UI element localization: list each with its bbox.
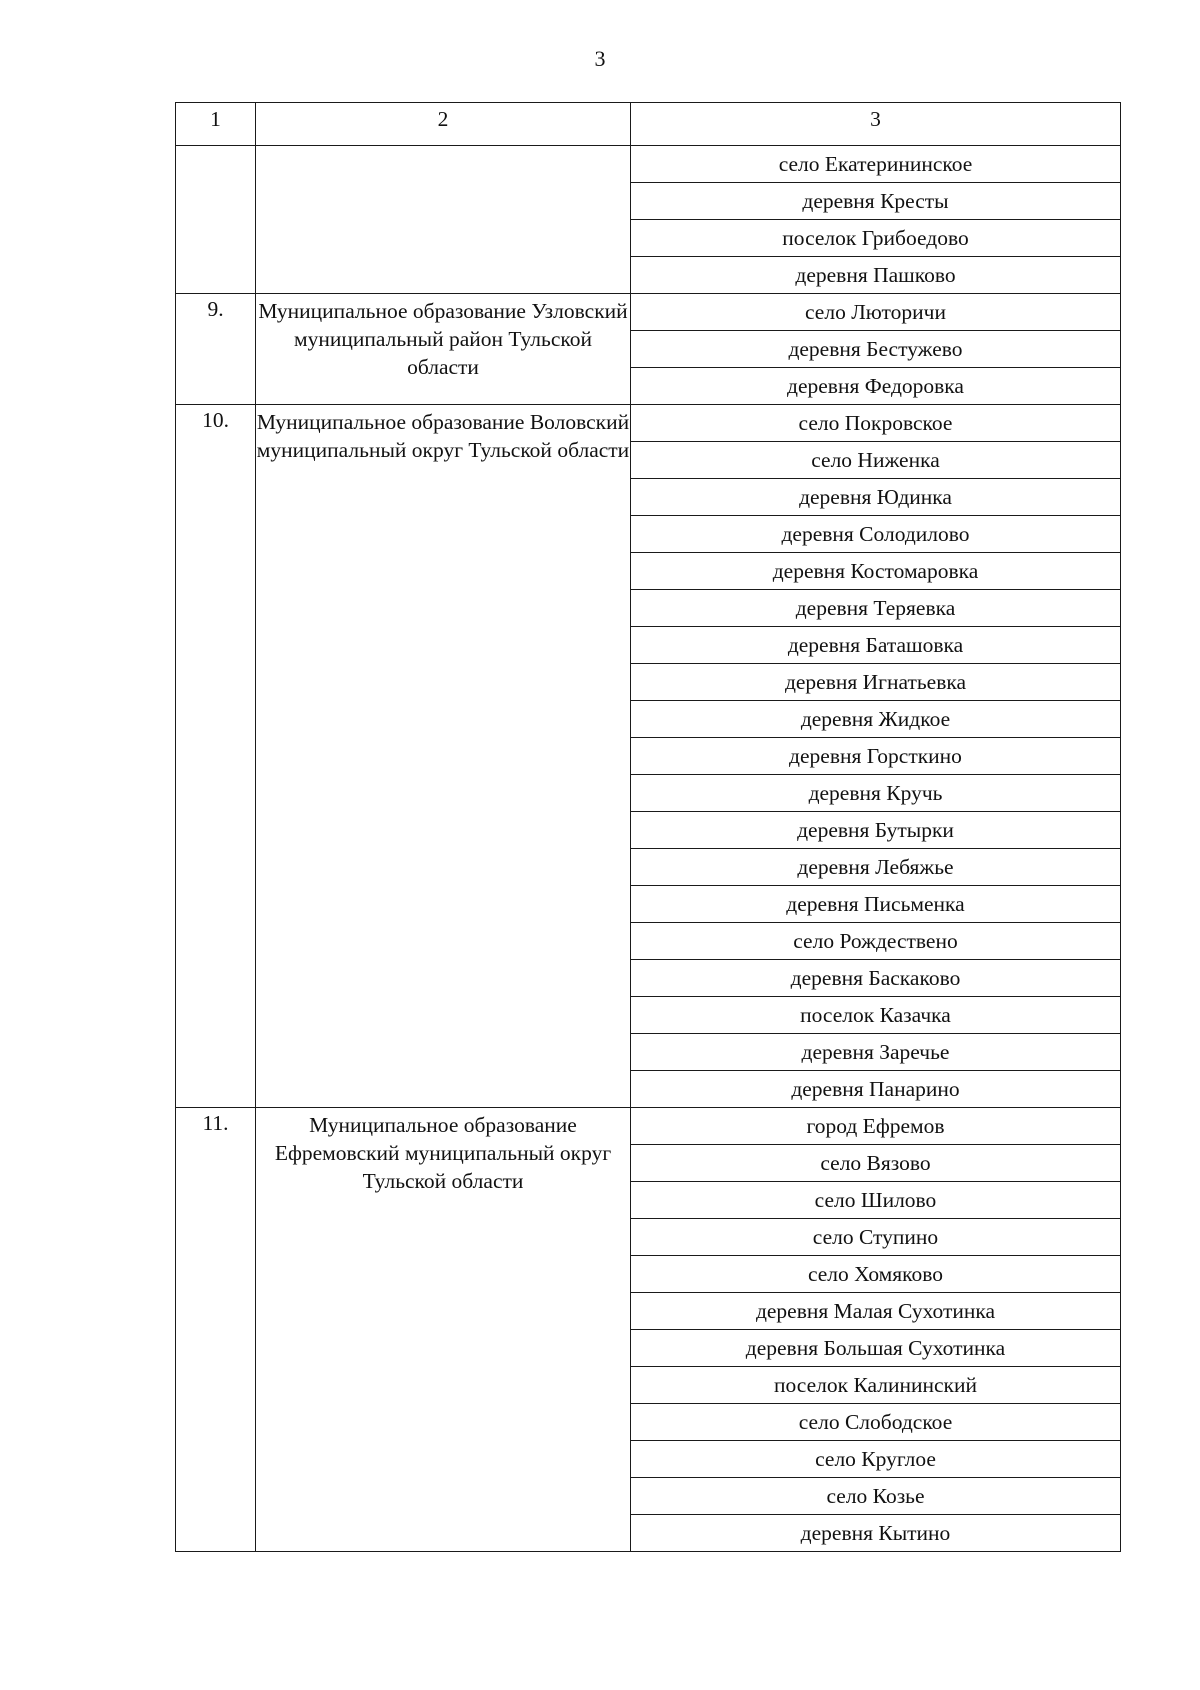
settlement-cell: деревня Письменка xyxy=(631,886,1121,923)
row-2-number: 11. xyxy=(176,1108,256,1552)
settlement-cell: село Шилово xyxy=(631,1182,1121,1219)
settlement-cell: село Екатерининское xyxy=(631,146,1121,183)
settlement-cell: деревня Игнатьевка xyxy=(631,664,1121,701)
settlement-cell: деревня Теряевка xyxy=(631,590,1121,627)
row-2-municipality: Муниципальное образование Ефремовский муниципальный округ Тульской области xyxy=(256,1108,631,1552)
settlement-cell: деревня Солодилово xyxy=(631,516,1121,553)
settlement-cell: деревня Баскаково xyxy=(631,960,1121,997)
settlement-cell: поселок Калининский xyxy=(631,1367,1121,1404)
header-col-1: 1 xyxy=(176,103,256,146)
settlement-cell: деревня Кручь xyxy=(631,775,1121,812)
settlement-cell: деревня Большая Сухотинка xyxy=(631,1330,1121,1367)
settlement-cell: город Ефремов xyxy=(631,1108,1121,1145)
table-row xyxy=(176,294,1121,331)
settlement-cell: деревня Жидкое xyxy=(631,701,1121,738)
settlements-table xyxy=(175,102,1121,1552)
settlement-cell: деревня Малая Сухотинка xyxy=(631,1293,1121,1330)
table-row xyxy=(176,146,1121,183)
settlement-cell: деревня Кресты xyxy=(631,183,1121,220)
settlement-cell: деревня Костомаровка xyxy=(631,553,1121,590)
settlement-cell: село Покровское xyxy=(631,405,1121,442)
settlement-cell: село Рождествено xyxy=(631,923,1121,960)
settlement-cell: деревня Кытино xyxy=(631,1515,1121,1552)
row-0-municipality: Муниципальное образование Узловский муниципальный район Тульской области xyxy=(256,294,631,405)
table-header-row xyxy=(176,103,1121,146)
settlement-cell: деревня Баташовка xyxy=(631,627,1121,664)
settlement-cell: село Ступино xyxy=(631,1219,1121,1256)
settlement-cell: деревня Лебяжье xyxy=(631,849,1121,886)
settlement-cell: село Козье xyxy=(631,1478,1121,1515)
row-0-number: 9. xyxy=(176,294,256,405)
header-col-2: 2 xyxy=(256,103,631,146)
table-row xyxy=(176,1108,1121,1145)
settlement-cell: село Хомяково xyxy=(631,1256,1121,1293)
header-col-3: 3 xyxy=(631,103,1121,146)
row-1-number: 10. xyxy=(176,405,256,1108)
settlement-cell: деревня Пашково xyxy=(631,257,1121,294)
settlement-cell: деревня Горсткино xyxy=(631,738,1121,775)
settlement-cell: деревня Бутырки xyxy=(631,812,1121,849)
settlement-cell: поселок Грибоедово xyxy=(631,220,1121,257)
settlement-cell: село Ниженка xyxy=(631,442,1121,479)
table-body xyxy=(176,146,1121,1552)
settlement-cell: поселок Казачка xyxy=(631,997,1121,1034)
row-1-municipality: Муниципальное образование Воловский муниципальный округ Тульской области xyxy=(256,405,631,1108)
settlement-cell: деревня Федоровка xyxy=(631,368,1121,405)
settlement-cell: деревня Юдинка xyxy=(631,479,1121,516)
table-row xyxy=(176,405,1121,442)
settlement-cell: село Люторичи xyxy=(631,294,1121,331)
settlement-cell: деревня Бестужево xyxy=(631,331,1121,368)
settlement-cell: деревня Заречье xyxy=(631,1034,1121,1071)
settlement-cell: село Круглое xyxy=(631,1441,1121,1478)
settlement-cell: село Вязово xyxy=(631,1145,1121,1182)
settlement-cell: деревня Панарино xyxy=(631,1071,1121,1108)
page-number: 3 xyxy=(594,46,606,71)
continuation-number xyxy=(176,146,256,294)
continuation-municipality xyxy=(256,146,631,294)
settlement-cell: село Слободское xyxy=(631,1404,1121,1441)
